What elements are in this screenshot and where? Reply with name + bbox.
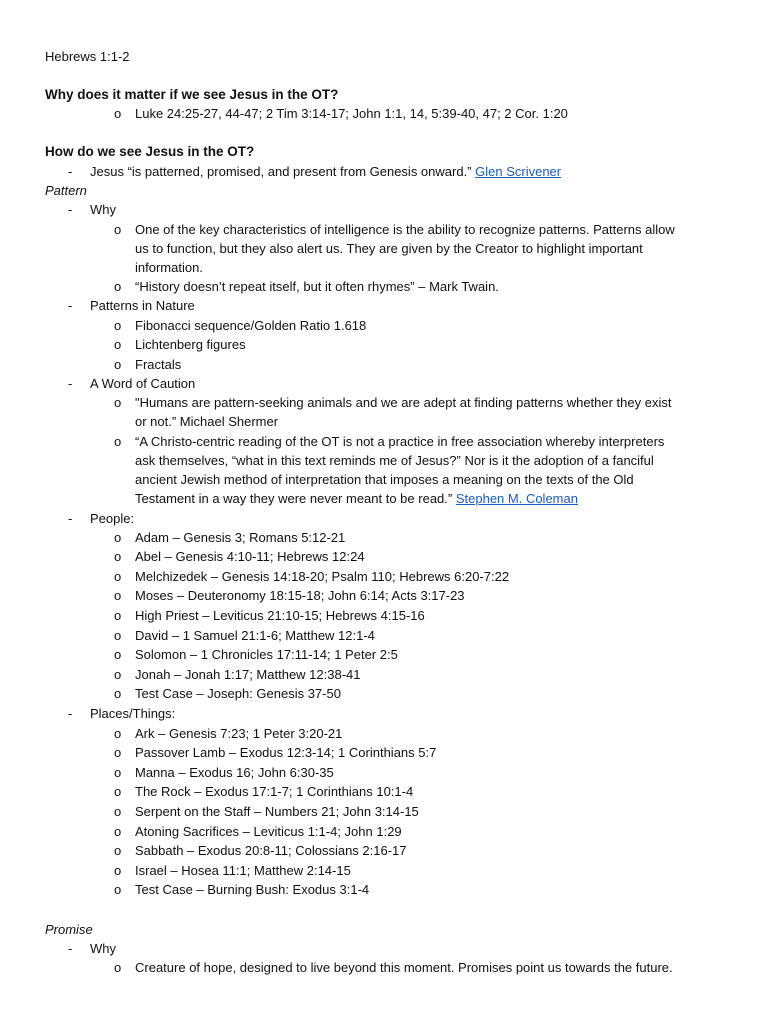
list-item-text: Moses – Deuteronomy 18:15-18; John 6:14; Acts 3:17-23 <box>135 588 465 603</box>
bullet-marker: o <box>114 647 122 662</box>
list-item-text: Serpent on the Staff – Numbers 21; John 3:14-15 <box>135 804 419 819</box>
bullet-marker: o <box>114 279 122 294</box>
bullet-marker: o <box>114 222 122 237</box>
dash-marker: - <box>68 511 73 526</box>
quote-end-text: Testament in a way they were never meant to be read.” <box>135 491 453 506</box>
bullet-marker: o <box>114 667 122 682</box>
subsection-promise: Promise <box>45 922 93 937</box>
bullet-marker: o <box>114 824 122 839</box>
list-item-text: Fibonacci sequence/Golden Ratio 1.618 <box>135 318 367 333</box>
bullet-marker: o <box>114 588 122 603</box>
bullet-marker: o <box>114 337 122 352</box>
list-item-text: Test Case – Burning Bush: Exodus 3:1-4 <box>135 882 370 897</box>
bullet-marker: o <box>114 726 122 741</box>
list-item-text: Manna – Exodus 16; John 6:30-35 <box>135 765 334 780</box>
list-item-text: ask themselves, “what in this text reminds me of Jesus?” Nor is it the adoption of a fanciful <box>135 453 654 468</box>
bullet-marker: o <box>114 784 122 799</box>
list-item-text: or not.” Michael Shermer <box>135 414 279 429</box>
bullet-marker: o <box>114 960 122 975</box>
list-item-text: Melchizedek – Genesis 14:18-20; Psalm 110; Hebrews 6:20-7:22 <box>135 569 510 584</box>
dash-marker: - <box>68 941 73 956</box>
bullet-marker: o <box>114 745 122 760</box>
word-of-caution-label: A Word of Caution <box>90 376 196 391</box>
list-item-text: Creature of hope, designed to live beyond this moment. Promises point us towards the future. <box>135 960 673 975</box>
bullet-marker: o <box>114 804 122 819</box>
list-item-text: High Priest – Leviticus 21:10-15; Hebrews 4:15-16 <box>135 608 425 623</box>
bullet-marker: o <box>114 318 122 333</box>
bullet-marker: o <box>114 843 122 858</box>
bullet-marker: o <box>114 608 122 623</box>
list-item-text: Ark – Genesis 7:23; 1 Peter 3:20-21 <box>135 726 343 741</box>
list-item-text: Luke 24:25-27, 44-47; 2 Tim 3:14-17; John 1:1, 14, 5:39-40, 47; 2 Cor. 1:20 <box>135 106 568 121</box>
list-item-text: The Rock – Exodus 17:1-7; 1 Corinthians 10:1-4 <box>135 784 414 799</box>
bullet-marker: o <box>114 530 122 545</box>
bullet-marker: o <box>114 628 122 643</box>
list-item-text: David – 1 Samuel 21:1-6; Matthew 12:1-4 <box>135 628 375 643</box>
dash-marker: - <box>68 706 73 721</box>
subsection-pattern: Pattern <box>45 183 87 198</box>
dash-marker: - <box>68 202 73 217</box>
bullet-marker: o <box>114 686 122 701</box>
list-item-text: us to function, but they also alert us. They are given by the Creator to highlight important <box>135 241 643 256</box>
bullet-marker: o <box>114 395 122 410</box>
list-item-text: “A Christo-centric reading of the OT is not a practice in free association whereby interpreters <box>135 434 665 449</box>
list-item-text: "Humans are pattern-seeking animals and we are adept at finding patterns whether they exist <box>135 395 672 410</box>
list-item-text <box>135 489 578 508</box>
list-item-text: Lichtenberg figures <box>135 337 246 352</box>
why-label: Why <box>90 202 116 217</box>
list-item-text: Solomon – 1 Chronicles 17:11-14; 1 Peter 2:5 <box>135 647 398 662</box>
section-heading-why-matters: Why does it matter if we see Jesus in the OT? <box>45 87 339 102</box>
bullet-marker: o <box>114 569 122 584</box>
list-item-text: Sabbath – Exodus 20:8-11; Colossians 2:16-17 <box>135 843 407 858</box>
bullet-marker: o <box>114 434 122 449</box>
list-item-text: Fractals <box>135 357 182 372</box>
section-heading-how-see: How do we see Jesus in the OT? <box>45 144 255 159</box>
list-item-text: One of the key characteristics of intelligence is the ability to recognize patterns. Patterns allow <box>135 222 675 237</box>
list-item-text: Passover Lamb – Exodus 12:3-14; 1 Corinthians 5:7 <box>135 745 437 760</box>
list-item-text: Adam – Genesis 3; Romans 5:12-21 <box>135 530 346 545</box>
list-item-text: Jonah – Jonah 1:17; Matthew 12:38-41 <box>135 667 361 682</box>
list-item-text: Test Case – Joseph: Genesis 37-50 <box>135 686 341 701</box>
list-item-text: Abel – Genesis 4:10-11; Hebrews 12:24 <box>135 549 365 564</box>
bullet-marker: o <box>114 882 122 897</box>
page-title: Hebrews 1:1-2 <box>45 49 130 64</box>
stephen-coleman-link[interactable]: Stephen M. Coleman <box>455 491 578 506</box>
quote-text: Jesus “is patterned, promised, and present from Genesis onward.” <box>90 164 472 179</box>
dash-marker: - <box>68 298 73 313</box>
bullet-marker: o <box>114 863 122 878</box>
people-label: People: <box>90 511 135 526</box>
places-things-label: Places/Things: <box>90 706 176 721</box>
list-item-text: Atoning Sacrifices – Leviticus 1:1-4; John 1:29 <box>135 824 402 839</box>
bullet-marker: o <box>114 357 122 372</box>
glen-scrivener-link[interactable]: Glen Scrivener <box>475 164 562 179</box>
list-item-text <box>90 162 561 181</box>
list-item-text: Israel – Hosea 11:1; Matthew 2:14-15 <box>135 863 351 878</box>
patterns-in-nature-label: Patterns in Nature <box>90 298 195 313</box>
bullet-marker: o <box>114 765 122 780</box>
bullet-marker: o <box>114 106 122 121</box>
promise-why-label: Why <box>90 941 116 956</box>
list-item-text: information. <box>135 260 203 275</box>
list-item-text: “History doesn’t repeat itself, but it often rhymes” – Mark Twain. <box>135 279 499 294</box>
dash-marker: - <box>68 164 73 179</box>
dash-marker: - <box>68 376 73 391</box>
list-item-text: ancient Jewish method of interpretation that imposes a meaning on the texts of the Old <box>135 472 634 487</box>
bullet-marker: o <box>114 549 122 564</box>
